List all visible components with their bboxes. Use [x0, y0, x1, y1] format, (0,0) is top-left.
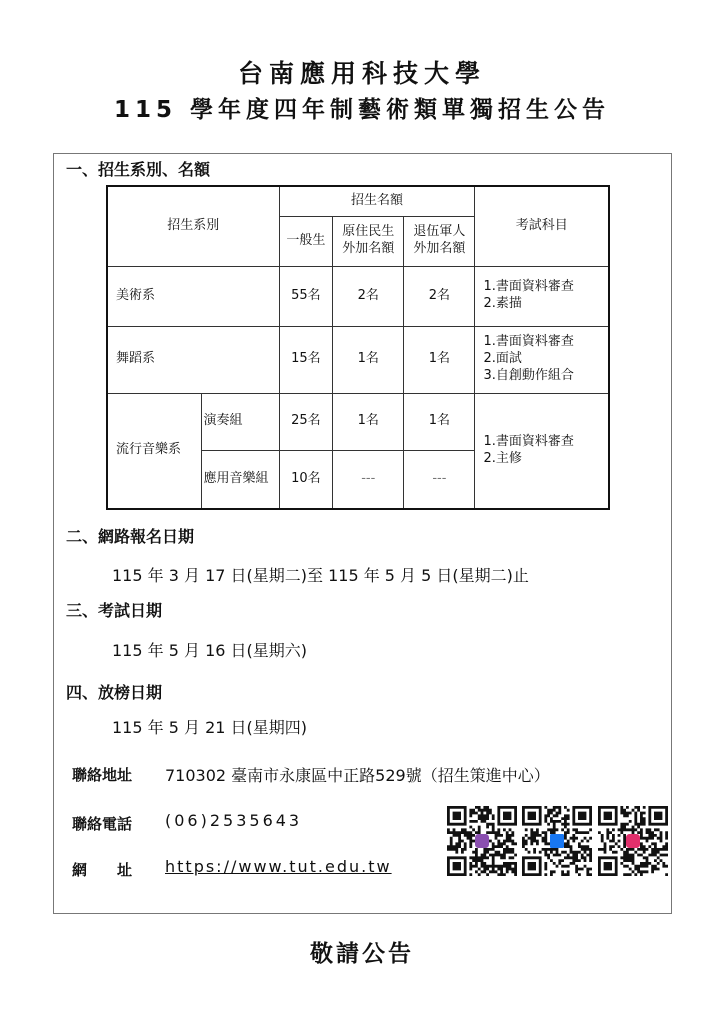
phone: (06)2535643 — [165, 811, 303, 830]
quota-table — [106, 185, 610, 510]
address-label: 聯絡地址 — [72, 766, 133, 784]
url-label: 網 址 — [72, 861, 133, 879]
table-row: 流行音樂系 演奏組 25名 1名 1名 1.書面資料審查 2.主修 — [107, 393, 609, 450]
table-row: 美術系 55名 2名 2名 1.書面資料審查 2.素描 — [107, 266, 609, 326]
announcement-title: 115 學年度四年制藝術類單獨招生公告 — [113, 97, 611, 123]
qr-code-instagram[interactable] — [598, 805, 668, 877]
table-row: 舞蹈系 15名 1名 1名 1.書面資料審查 2.面試 3.自創動作組合 — [107, 326, 609, 393]
header-quota: 招生名額 — [279, 186, 475, 216]
section3-heading: 三、考試日期 — [66, 601, 163, 620]
school-logo-icon — [475, 834, 489, 848]
instagram-icon — [626, 834, 640, 848]
phone-label: 聯絡電話 — [72, 815, 133, 833]
header-dept: 招生系別 — [107, 186, 279, 266]
school-name: 台南應用科技大學 — [237, 59, 486, 88]
website-link[interactable]: https://www.tut.edu.tw — [165, 857, 392, 876]
section4-heading: 四、放榜日期 — [66, 683, 163, 702]
facebook-icon — [550, 834, 564, 848]
qr-code-school[interactable] — [447, 805, 517, 877]
footer-note: 敬請公告 — [310, 941, 414, 967]
result-date: 115 年 5 月 21 日(星期四) — [112, 718, 307, 737]
section2-heading: 二、網路報名日期 — [66, 527, 195, 546]
header-veteran: 退伍軍人 外加名額 — [404, 216, 475, 266]
header-exam: 考試科目 — [475, 186, 609, 266]
table-row: 應用音樂組 10名 --- --- — [107, 450, 609, 509]
header-indigenous: 原住民生 外加名額 — [333, 216, 404, 266]
section1-heading: 一、招生系別、名額 — [66, 160, 211, 179]
address: 710302 臺南市永康區中正路529號（招生策進中心） — [165, 766, 550, 785]
registration-dates: 115 年 3 月 17 日(星期二)至 115 年 5 月 5 日(星期二)止 — [112, 566, 529, 585]
header-general: 一般生 — [279, 216, 333, 266]
exam-date: 115 年 5 月 16 日(星期六) — [112, 641, 307, 660]
qr-code-facebook[interactable] — [522, 805, 592, 877]
